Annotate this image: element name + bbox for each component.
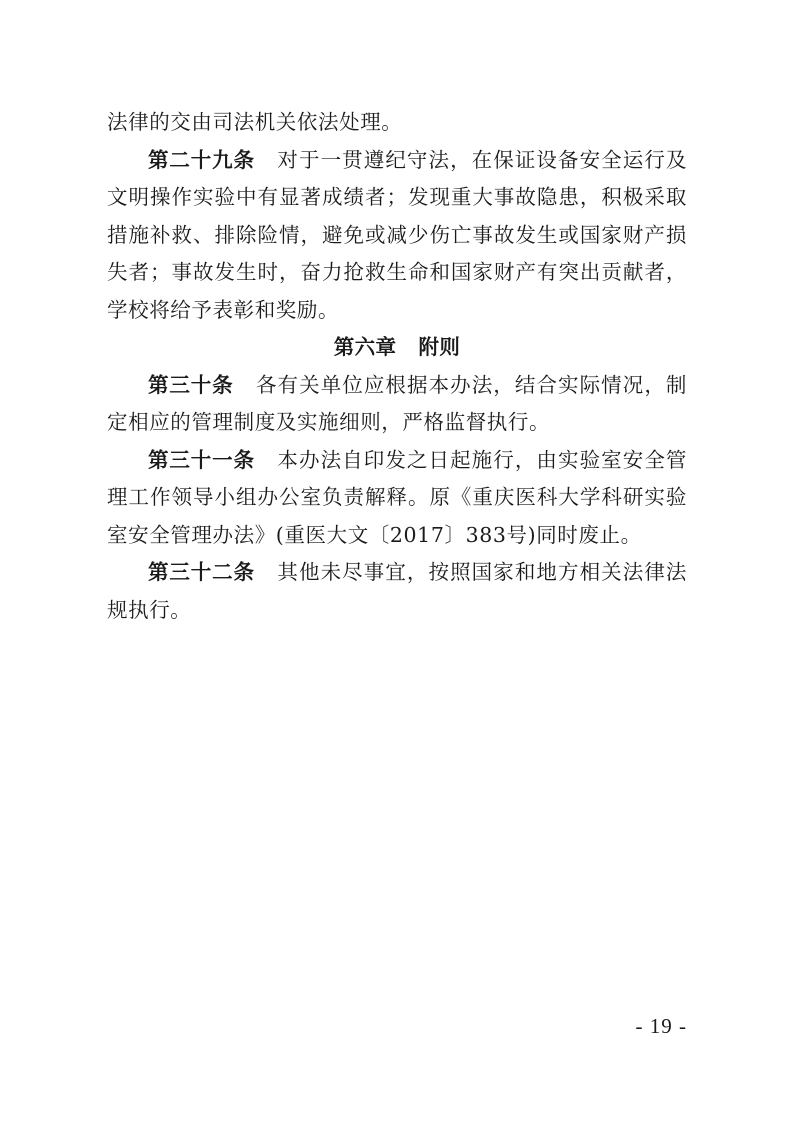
- article-30: [107, 367, 687, 442]
- article-text: 本办法自印发之日起施行，由实验室安全管理工作领导小组办公室负责解释。原《重庆医科大学科研实验室安全管理办法》(重医大文〔2017〕383号)同时废止。: [107, 447, 687, 547]
- chapter-heading: [107, 329, 687, 367]
- article-32: [107, 554, 687, 629]
- document-body: [107, 104, 687, 629]
- article-text: 各有关单位应根据本办法，结合实际情况，制定相应的管理制度及实施细则，严格监督执行。: [107, 372, 687, 434]
- article-number: 第三十条: [148, 372, 234, 397]
- article-29: [107, 142, 687, 330]
- article-number: 第二十九条: [148, 147, 255, 172]
- article-text: 其他未尽事宜，按照国家和地方相关法律法规执行。: [107, 560, 687, 622]
- article-31: [107, 442, 687, 555]
- paragraph-continuation: [107, 104, 687, 142]
- article-number: 第三十二条: [148, 560, 255, 584]
- article-text: 对于一贯遵纪守法，在保证设备安全运行及文明操作实验中有显著成绩者；发现重大事故隐患，积极采取措施补救、排除险情，避免或减少伤亡事故发生或国家财产损失者；事故发生时，奋力抢救生命和国家财产有突出贡献者，学校将给予表彰和奖励。: [107, 147, 687, 322]
- chapter-number: 第六章: [333, 335, 397, 359]
- paragraph-text: 法律的交由司法机关依法处理。: [107, 110, 403, 134]
- chapter-title: 附则: [418, 335, 461, 359]
- article-number: 第三十一条: [148, 447, 255, 472]
- page-number: - 19 -: [635, 1014, 687, 1038]
